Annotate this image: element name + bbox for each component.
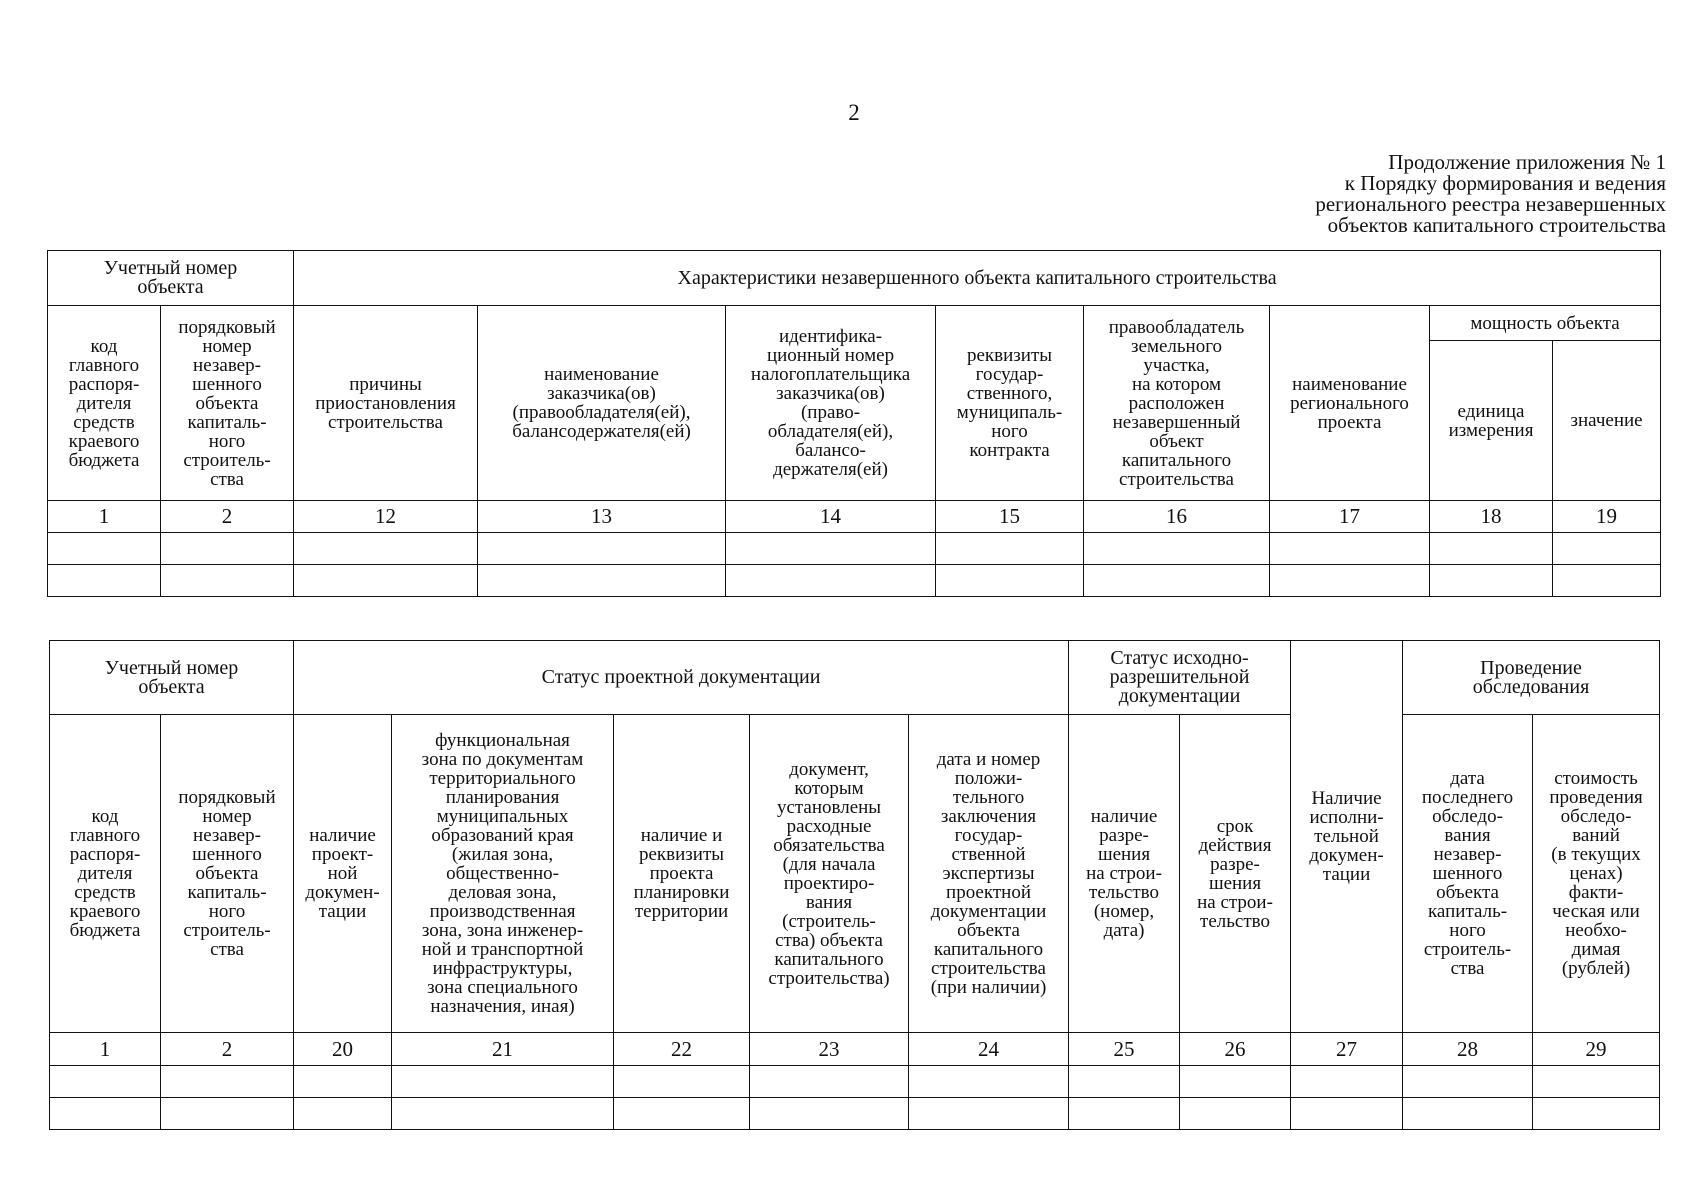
empty-cell bbox=[1533, 1098, 1660, 1130]
col-header-serial-number: порядковый номер незавер- шенного объекта капиталь- ного строитель- ства bbox=[161, 715, 294, 1033]
header-note-line: регионального реестра незавершенных bbox=[1315, 192, 1666, 216]
column-number: 2 bbox=[161, 501, 294, 533]
col-header-unit: единица измерения bbox=[1430, 341, 1553, 501]
header-note-line: Продолжение приложения № 1 bbox=[1388, 150, 1666, 174]
empty-cell bbox=[1291, 1098, 1403, 1130]
empty-table-row bbox=[48, 533, 1661, 565]
col-header-expenditure-document: документ, которым установлены расходные обязательства (для начала проектиро- вания (строитель- ства) объекта капитального строительства) bbox=[750, 715, 909, 1033]
col-header-permit-term: срок действия разре- шения на строи- тельство bbox=[1180, 715, 1291, 1033]
column-number: 24 bbox=[909, 1033, 1069, 1066]
column-number: 1 bbox=[50, 1033, 161, 1066]
empty-cell bbox=[909, 1098, 1069, 1130]
column-number: 21 bbox=[392, 1033, 614, 1066]
empty-cell bbox=[161, 1066, 294, 1098]
empty-cell bbox=[936, 533, 1084, 565]
column-number: 14 bbox=[726, 501, 936, 533]
empty-cell bbox=[478, 565, 726, 597]
empty-cell bbox=[726, 533, 936, 565]
empty-cell bbox=[1291, 1066, 1403, 1098]
column-number: 16 bbox=[1084, 501, 1270, 533]
empty-table-row bbox=[50, 1098, 1660, 1130]
empty-cell bbox=[1403, 1098, 1533, 1130]
empty-cell bbox=[750, 1098, 909, 1130]
column-number: 13 bbox=[478, 501, 726, 533]
characteristics-group-header: Характеристики незавершенного объекта капитального строительства bbox=[294, 251, 1661, 306]
col-header-regional-project: наименование регионального проекта bbox=[1270, 306, 1430, 501]
column-number: 20 bbox=[294, 1033, 392, 1066]
column-number: 27 bbox=[1291, 1033, 1403, 1066]
empty-cell bbox=[936, 565, 1084, 597]
empty-cell bbox=[1180, 1098, 1291, 1130]
column-number: 2 bbox=[161, 1033, 294, 1066]
empty-cell bbox=[48, 565, 161, 597]
col-header-suspension-reasons: причины приостановления строительства bbox=[294, 306, 478, 501]
empty-table-row bbox=[48, 565, 1661, 597]
empty-cell bbox=[726, 565, 936, 597]
empty-cell bbox=[1553, 533, 1661, 565]
column-number: 29 bbox=[1533, 1033, 1660, 1066]
empty-cell bbox=[161, 533, 294, 565]
appendix-header-note bbox=[1146, 152, 1666, 236]
column-number: 22 bbox=[614, 1033, 750, 1066]
header-note-line: объектов капитального строительства bbox=[1327, 213, 1666, 237]
empty-cell bbox=[614, 1098, 750, 1130]
col-header-expertise-conclusion: дата и номер положи- тельного заключения государ- ственной экспертизы проектной документации объекта капитального строительства (при наличии) bbox=[909, 715, 1069, 1033]
design-docs-group-header: Статус проектной документации bbox=[294, 641, 1069, 715]
account-number-group-header: Учетный номер объекта bbox=[50, 641, 294, 715]
column-number: 25 bbox=[1069, 1033, 1180, 1066]
empty-cell bbox=[1270, 533, 1430, 565]
col-header-customer-tin: идентифика- ционный номер налогоплательщика заказчика(ов) (право- обладателя(ей), балансо- держателя(ей) bbox=[726, 306, 936, 501]
col-header-survey-cost: стоимость проведения обследо- ваний (в текущих ценах) факти- ческая или необхо- димая (рублей) bbox=[1533, 715, 1660, 1033]
capacity-group-header: мощность объекта bbox=[1430, 306, 1661, 341]
empty-cell bbox=[48, 533, 161, 565]
empty-table-row bbox=[50, 1066, 1660, 1098]
column-number: 23 bbox=[750, 1033, 909, 1066]
empty-cell bbox=[50, 1066, 161, 1098]
col-header-executive-docs: Наличие исполни- тельной докумен- тации bbox=[1291, 641, 1403, 1033]
col-header-code: код главного распоря- дителя средств краевого бюджета bbox=[50, 715, 161, 1033]
column-number: 18 bbox=[1430, 501, 1553, 533]
empty-cell bbox=[1270, 565, 1430, 597]
column-number: 17 bbox=[1270, 501, 1430, 533]
empty-cell bbox=[1430, 565, 1553, 597]
page-number: 2 bbox=[848, 100, 860, 125]
empty-cell bbox=[392, 1066, 614, 1098]
empty-cell bbox=[1084, 533, 1270, 565]
col-header-serial-number: порядковый номер незавер- шенного объекта капиталь- ного строитель- ства bbox=[161, 306, 294, 501]
empty-cell bbox=[294, 1098, 392, 1130]
permits-group-header: Статус исходно- разрешительной документации bbox=[1069, 641, 1291, 715]
documentation-status-table bbox=[49, 640, 1660, 1130]
col-header-permit-presence: наличие разре- шения на строи- тельство (номер, дата) bbox=[1069, 715, 1180, 1033]
col-header-planning-project: наличие и реквизиты проекта планировки территории bbox=[614, 715, 750, 1033]
empty-cell bbox=[1403, 1066, 1533, 1098]
col-header-code: код главного распоря- дителя средств краевого бюджета bbox=[48, 306, 161, 501]
column-number: 15 bbox=[936, 501, 1084, 533]
column-number: 26 bbox=[1180, 1033, 1291, 1066]
column-number: 19 bbox=[1553, 501, 1661, 533]
empty-cell bbox=[1069, 1066, 1180, 1098]
empty-cell bbox=[1069, 1098, 1180, 1130]
empty-cell bbox=[1430, 533, 1553, 565]
col-header-design-presence: наличие проект- ной докумен- тации bbox=[294, 715, 392, 1033]
empty-cell bbox=[478, 533, 726, 565]
empty-cell bbox=[294, 565, 478, 597]
empty-cell bbox=[294, 1066, 392, 1098]
empty-cell bbox=[161, 1098, 294, 1130]
empty-cell bbox=[909, 1066, 1069, 1098]
empty-cell bbox=[1533, 1066, 1660, 1098]
column-number: 1 bbox=[48, 501, 161, 533]
header-note-line: к Порядку формирования и ведения bbox=[1344, 171, 1666, 195]
empty-cell bbox=[750, 1066, 909, 1098]
empty-cell bbox=[1553, 565, 1661, 597]
col-header-functional-zone: функциональная зона по документам территориального планирования муниципальных образований края (жилая зона, общественно- деловая зона, производственная зона, зона инженер- ной и транспортной инфраструктуры, зона специального назначения, иная) bbox=[392, 715, 614, 1033]
survey-group-header: Проведение обследования bbox=[1403, 641, 1660, 715]
empty-cell bbox=[1084, 565, 1270, 597]
empty-cell bbox=[161, 565, 294, 597]
characteristics-table bbox=[47, 250, 1661, 597]
col-header-survey-date: дата последнего обследо- вания незавер- шенного объекта капиталь- ного строитель- ства bbox=[1403, 715, 1533, 1033]
column-number: 28 bbox=[1403, 1033, 1533, 1066]
col-header-customer-name: наименование заказчика(ов) (правообладателя(ей), балансодержателя(ей) bbox=[478, 306, 726, 501]
empty-cell bbox=[1180, 1066, 1291, 1098]
empty-cell bbox=[614, 1066, 750, 1098]
account-number-group-header: Учетный номер объекта bbox=[48, 251, 294, 306]
empty-cell bbox=[392, 1098, 614, 1130]
col-header-land-owner: правообладатель земельного участка, на котором расположен незавершенный объект капитального строительства bbox=[1084, 306, 1270, 501]
column-number: 12 bbox=[294, 501, 478, 533]
empty-cell bbox=[294, 533, 478, 565]
col-header-contract-details: реквизиты государ- ственного, муниципаль- ного контракта bbox=[936, 306, 1084, 501]
empty-cell bbox=[50, 1098, 161, 1130]
col-header-value: значение bbox=[1553, 341, 1661, 501]
